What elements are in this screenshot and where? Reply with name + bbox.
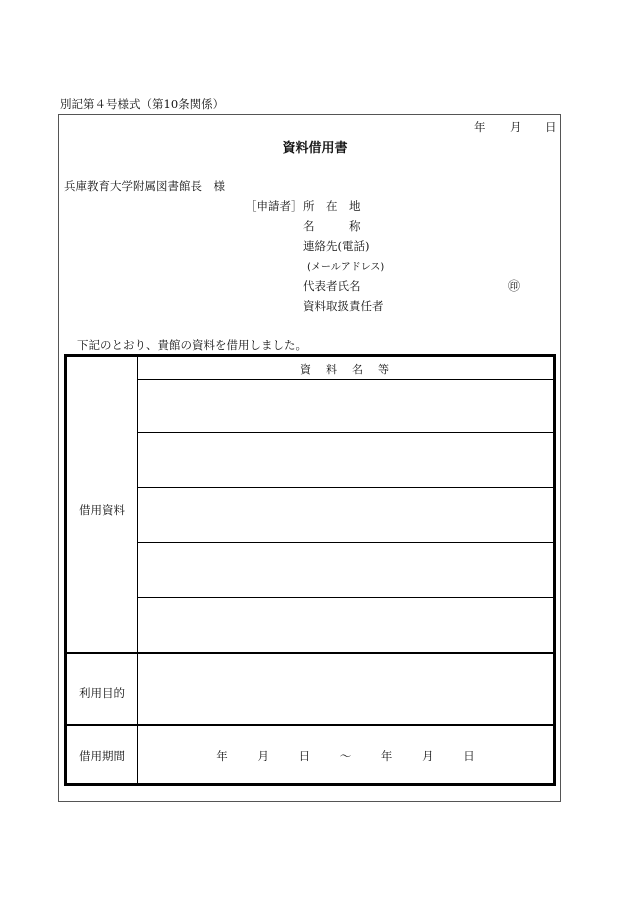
materials-header: 資 料 名 等 (300, 363, 391, 376)
applicant-address-label: 所 在 地 (303, 199, 361, 213)
addressee: 兵庫教育大学附属図書館長 様 (64, 179, 225, 193)
period-tilde: ～ (339, 749, 352, 763)
purpose-label: 利用目的 (79, 686, 125, 700)
period-year-start: 年 (216, 749, 228, 763)
material-row-3[interactable] (138, 488, 553, 542)
material-row-1[interactable] (138, 380, 553, 431)
date-day: 日 (545, 120, 557, 134)
purpose-field[interactable] (138, 654, 553, 724)
applicant-contact-label: 連絡先(電話) (303, 239, 370, 253)
representative-name-label: 代表者氏名 (303, 279, 361, 293)
document-title: 資料借用書 (282, 141, 348, 156)
period-day-end: 日 (463, 749, 475, 763)
material-row-2[interactable] (138, 433, 553, 486)
loan-table (64, 354, 556, 786)
date-year: 年 (474, 120, 486, 134)
borrow-statement: 下記のとおり、貴館の資料を借用しました。 (77, 338, 307, 352)
applicant-name-label: 名 称 (303, 219, 361, 233)
material-row-5[interactable] (138, 598, 553, 652)
section-divider (67, 724, 553, 726)
period-day-start: 日 (298, 749, 311, 763)
material-row-4[interactable] (138, 543, 553, 597)
period-month-start: 月 (257, 749, 269, 763)
period-month-end: 月 (422, 749, 434, 763)
period-label: 借用期間 (79, 749, 125, 763)
applicant-email-label: (メールアドレス) (307, 262, 385, 273)
seal-mark: ㊞ (508, 279, 521, 293)
borrowed-materials-label: 借用資料 (79, 503, 125, 517)
date-month: 月 (510, 120, 522, 134)
form-number-label: 別記第４号様式（第10条関係） (60, 97, 225, 111)
applicant-bracket-label: ［申請者］ (245, 199, 303, 213)
borrow-period-field[interactable] (138, 748, 553, 764)
material-officer-label: 資料取扱責任者 (303, 299, 384, 313)
period-year-end: 年 (380, 749, 393, 763)
